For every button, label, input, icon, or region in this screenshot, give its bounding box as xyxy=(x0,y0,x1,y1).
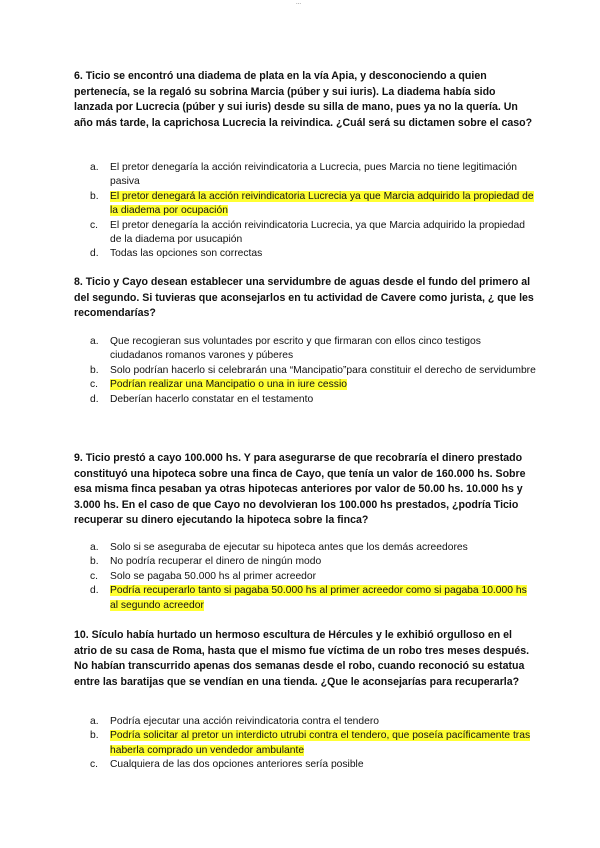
option-8c xyxy=(74,378,536,392)
option-letter: c. xyxy=(90,219,99,231)
option-10b xyxy=(74,729,536,758)
option-letter: b. xyxy=(90,556,99,568)
option-10c xyxy=(74,758,536,772)
option-6c xyxy=(74,219,536,248)
option-letter: a. xyxy=(90,542,99,553)
option-text: Podría ejecutar una acción reivindicatoria contra el tendero xyxy=(110,716,380,727)
header-mark: ... xyxy=(296,0,302,6)
options-question-9 xyxy=(74,541,536,613)
option-letter: b. xyxy=(90,730,99,742)
question-9: 9. Ticio prestó a cayo 100.000 hs. Y para asegurarse de que recobraría el dinero prestado constituyó una hipoteca sobre una finca de Cayo, que tenía un valor de 160.000 hs. Sobre esa misma finca pesaban ya otras hipotecas anteriores por valor de 50.00 hs. 10.000 hs y 3.000 hs. En el caso de que Cayo no devolvieran los 100.000 hs prestados, ¿podría Ticio recuperar su dinero ejecutando la hipoteca sobre la finca? xyxy=(74,452,526,527)
option-letter: b. xyxy=(90,190,99,202)
options-question-8 xyxy=(74,335,536,407)
option-letter: c. xyxy=(90,759,99,771)
option-text: Podría recuperarlo tanto si pagaba 50.000 hs al primer acreedor como si pagaba 10.000 hs al segundo acreedor xyxy=(110,585,527,611)
question-8: 8. Ticio y Cayo desean establecer una servidumbre de aguas desde el fundo del primero al del segundo. Si tuvieras que aconsejarlos en tu actividad de Cavere como jurista, ¿ que les recomendarías? xyxy=(74,276,534,320)
option-text: Solo si se aseguraba de ejecutar su hipoteca antes que los demás acreedores xyxy=(110,542,468,553)
question-6: 6. Ticio se encontró una diadema de plata en la vía Apia, y desconociendo a quien pertenecía, se la regaló su sobrina Marcia (púber y sui iuris). La diadema había sido lanzada por Lucrecia (púber y sui iuris) desde su silla de mano, pues ya no la quería. Un año más tarde, la caprichosa Lucrecia la reivindica. ¿Cuál será su dictamen sobre el caso? xyxy=(74,70,533,129)
option-letter: d. xyxy=(90,248,99,260)
option-10a xyxy=(74,715,536,729)
option-9a xyxy=(74,541,536,555)
option-text: Que recogieran sus voluntades por escrito y que firmaran con ellos cinco testigos ciudadanos romanos varones y púberes xyxy=(110,336,481,362)
option-6d xyxy=(74,247,536,261)
question-10: 10. Sículo había hurtado un hermoso escultura de Hércules y le exhibió orgulloso en el atrio de su casa de Roma, hasta que el mismo fue víctima de un robo tres meses después. No habían transcurrido apenas dos semanas desde el robo, cuando reconoció su estatua entre las baratijas que se vendían en una tienda. ¿Que le aconsejarías para recuperarla? xyxy=(74,629,530,688)
option-9b xyxy=(74,555,536,569)
options-question-6 xyxy=(74,161,536,262)
option-text: Podrían realizar una Mancipatio o una in iure cessio xyxy=(110,379,347,391)
option-letter: d. xyxy=(90,585,99,597)
option-text: Solo podrían hacerlo si celebrarán una “Mancipatio”para constituir el derecho de servidumbre xyxy=(110,364,536,376)
option-6b xyxy=(74,190,536,219)
option-text: Cualquiera de las dos opciones anteriores sería posible xyxy=(110,759,364,771)
option-text: El pretor denegaría la acción reivindicatoria a Lucrecia, pues Marcia no tiene legitimación pasiva xyxy=(110,162,517,188)
option-letter: c. xyxy=(90,570,99,582)
option-letter: a. xyxy=(90,716,99,727)
option-text: El pretor denegará la acción reivindicatoria Lucrecia ya que Marcia adquirido la propiedad de la diadema por ocupación xyxy=(110,190,534,217)
option-text: Deberían hacerlo constatar en el testamento xyxy=(110,393,314,405)
option-9d xyxy=(74,584,536,613)
option-9c xyxy=(74,570,536,584)
option-8b xyxy=(74,364,536,378)
option-text: No podría recuperar el dinero de ningún modo xyxy=(110,556,322,568)
option-8d xyxy=(74,393,536,407)
option-8a xyxy=(74,335,536,364)
option-letter: c. xyxy=(90,379,99,391)
option-text: Solo se pagaba 50.000 hs al primer acreedor xyxy=(110,570,317,582)
option-text: El pretor denegaría la acción reivindicatoria Lucrecia, ya que Marcia adquirido la propiedad de la diadema por usucapión xyxy=(110,219,525,246)
options-question-10 xyxy=(74,715,536,773)
option-letter: a. xyxy=(90,336,99,347)
option-letter: a. xyxy=(90,162,99,173)
option-letter: d. xyxy=(90,393,99,405)
option-text: Todas las opciones son correctas xyxy=(110,248,263,260)
option-6a xyxy=(74,161,536,190)
option-text: Podría solicitar al pretor un interdicto utrubi contra el tendero, que poseía pacíficamente tras haberla comprado un vendedor ambulante xyxy=(110,730,531,756)
option-letter: b. xyxy=(90,364,99,376)
